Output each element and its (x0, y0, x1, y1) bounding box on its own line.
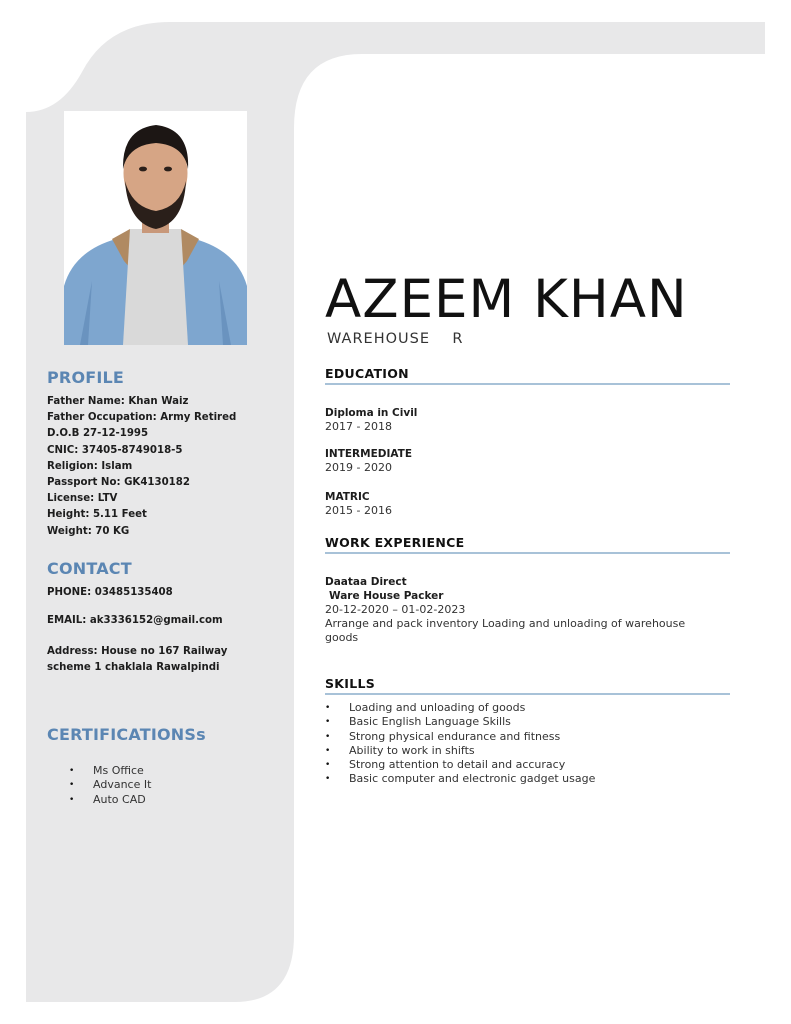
contact-address: Address: House no 167 Railway scheme 1 chaklala Rawalpindi (47, 646, 228, 673)
education-item (325, 490, 725, 518)
profile-list (47, 394, 277, 540)
certifications-heading: CERTIFICATIONSs (47, 725, 206, 744)
profile-heading: PROFILE (47, 368, 125, 387)
work-entry (325, 575, 710, 645)
education-title: Diploma in Civil (325, 407, 418, 419)
work-description: Arrange and pack inventory Loading and unloading of warehouse goods (325, 617, 686, 644)
skill-item: • Loading and unloading of goods (325, 701, 725, 715)
profile-father-occupation: Father Occupation: Army Retired (47, 412, 237, 424)
certification-item: • Advance It (69, 778, 249, 792)
profile-cnic: CNIC: 37405-8749018-5 (47, 444, 183, 456)
profile-father-name: Father Name: Khan Waiz (47, 396, 189, 407)
education-item (325, 406, 725, 434)
profile-dob: D.O.B 27-12-1995 (47, 428, 149, 440)
candidate-name: AZEEM KHAN (325, 269, 688, 330)
contact-email: EMAIL: ak3336152@gmail.com (47, 615, 223, 626)
profile-passport: Passport No: GK4130182 (47, 477, 190, 489)
certification-item: • Auto CAD (69, 793, 249, 807)
education-item (325, 447, 725, 475)
profile-photo (64, 111, 247, 345)
skills-heading: SKILLS (325, 676, 730, 695)
contact-heading: CONTACT (47, 559, 132, 578)
profile-height: Height: 5.11 Feet (47, 509, 147, 521)
skills-list (325, 701, 725, 787)
education-title: INTERMEDIATE (325, 448, 413, 460)
skill-item: • Basic English Language Skills (325, 715, 725, 729)
certifications-list (69, 764, 249, 807)
skill-item: • Strong attention to detail and accuracy (325, 758, 725, 772)
education-years: 2017 - 2018 (325, 420, 392, 433)
education-heading: EDUCATION (325, 366, 730, 385)
education-years: 2015 - 2016 (325, 504, 392, 517)
work-position: Ware House Packer (329, 590, 444, 602)
person-photo-icon (64, 111, 247, 345)
education-title: MATRIC (325, 491, 370, 503)
work-company: Daataa Direct (325, 576, 407, 588)
candidate-role: WAREHOUSE R (327, 331, 464, 347)
skill-item: • Strong physical endurance and fitness (325, 730, 725, 744)
education-years: 2019 - 2020 (325, 461, 392, 474)
profile-religion: Religion: Islam (47, 460, 133, 472)
certification-item: • Ms Office (69, 764, 249, 778)
skill-item: • Ability to work in shifts (325, 744, 725, 758)
profile-license: License: LTV (47, 493, 118, 505)
work-dates: 20-12-2020 – 01-02-2023 (325, 603, 466, 616)
skill-item: • Basic computer and electronic gadget usage (325, 772, 725, 786)
profile-weight: Weight: 70 KG (47, 525, 130, 537)
contact-phone: PHONE: 03485135408 (47, 587, 173, 598)
work-heading: WORK EXPERIENCE (325, 535, 730, 554)
